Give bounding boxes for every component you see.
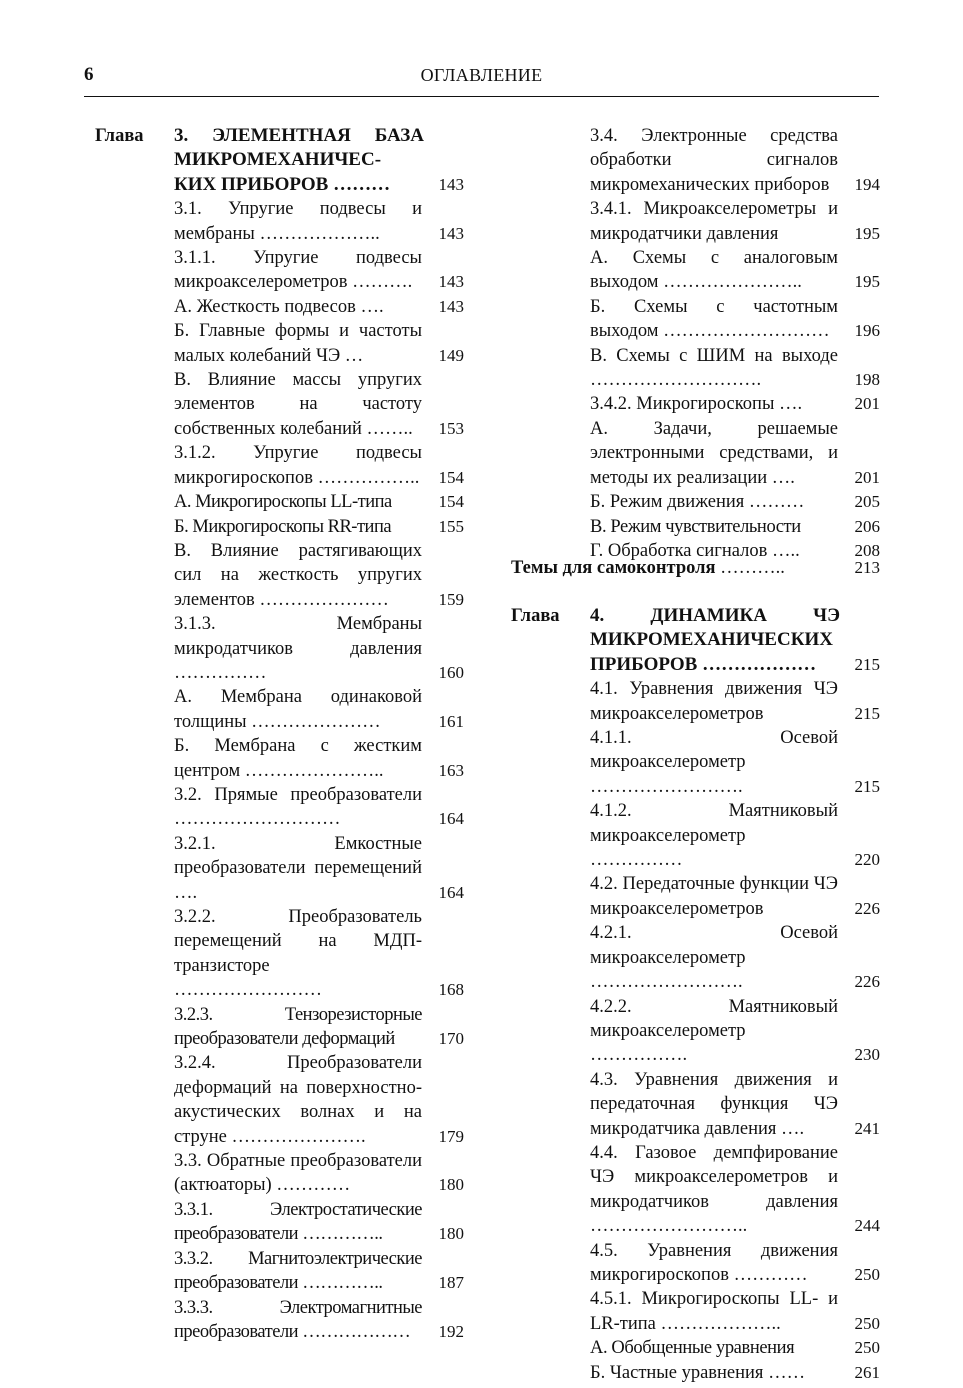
- toc-entry: [174, 319, 464, 368]
- chapter-label-4: Глава: [511, 606, 560, 626]
- toc-entry-text: 4.2.2. Маятниковый микроакселерометр …………….: [590, 996, 838, 1066]
- toc-entry-text: Б. Схемы с частотным выходом ………………………: [590, 296, 838, 342]
- toc-page-number: 250: [854, 1264, 880, 1284]
- toc-entry-text: 4.1. Уравнения движения ЧЭ микроакселерометров: [590, 679, 838, 724]
- toc-entry-text: 3.4. Электронные средства обработки сигналов микромеханических приборов: [590, 126, 838, 195]
- toc-right-column-bottom: [590, 604, 880, 1385]
- toc-entry: [174, 783, 464, 832]
- toc-entry-text: 4.3. Уравнения движения и передаточная функция ЧЭ микродатчика давления ….: [590, 1069, 838, 1139]
- toc-entry: [174, 441, 464, 490]
- toc-entry-text: 3.3.2. Магнитоэлектрические преобразователи …………..: [174, 1248, 422, 1294]
- header-rule: [84, 96, 879, 97]
- toc-entry: [590, 515, 880, 539]
- toc-entry-text: 3.2.4. Преобразователи деформаций на поверхностно-акустических волнах и на струне ………………….: [174, 1053, 422, 1147]
- toc-page-number: 241: [854, 1118, 880, 1138]
- toc-entry: [590, 197, 880, 246]
- toc-page-number: 143: [438, 272, 464, 292]
- toc-entry: [590, 1068, 880, 1141]
- self-control-dots: ………..: [715, 558, 785, 578]
- toc-page-number: 192: [438, 1321, 464, 1341]
- toc-entry-text: Б. Главные формы и частоты малых колебаний ЧЭ …: [174, 321, 422, 366]
- toc-page-number: 164: [438, 809, 464, 829]
- toc-page-number: 215: [854, 776, 880, 796]
- toc-entry: [174, 197, 464, 246]
- toc-page-number: 160: [438, 662, 464, 682]
- toc-page-number: 250: [854, 1313, 880, 1333]
- toc-entry: [590, 921, 880, 994]
- toc-entry-text: 4.5.1. Микрогироскопы LL- и LR-типа ………………..: [590, 1289, 838, 1334]
- toc-entry-chapter-4-title: [590, 604, 840, 653]
- toc-entry-text: 4.4. Газовое демпфирование ЧЭ микроакселерометров и микродатчиков давления ……………………..: [590, 1142, 838, 1237]
- toc-entry: [174, 490, 464, 514]
- toc-entry-text: 4.2. Передаточные функции ЧЭ микроакселерометров: [590, 874, 838, 919]
- toc-entry: [174, 1149, 464, 1198]
- toc-entry: [174, 685, 464, 734]
- toc-right-column-top: [590, 124, 880, 563]
- toc-entry-text: 4.1.1. Осевой микроакселерометр …………………….: [590, 728, 838, 797]
- toc-page-number: 164: [438, 882, 464, 902]
- toc-page-number: 226: [854, 898, 880, 918]
- running-header-title: ОГЛАВЛЕНИЕ: [420, 65, 543, 85]
- toc-entry-text: 4.5. Уравнения движения микрогироскопов …………: [590, 1240, 838, 1285]
- toc-entry-text: Б. Микрогироскопы RR-типа: [174, 516, 392, 537]
- toc-entry-text: ПРИБОРОВ ………………: [590, 653, 817, 675]
- self-control-label: Темы для самоконтроля: [511, 558, 716, 578]
- toc-page-number: 143: [438, 174, 464, 194]
- toc-page-number: 194: [854, 174, 880, 194]
- toc-entry: [590, 417, 880, 490]
- toc-entry-text: 3.4.2. Микрогироскопы ….: [590, 394, 803, 415]
- toc-page-number: 170: [438, 1029, 464, 1049]
- toc-page-number: 195: [854, 223, 880, 243]
- toc-page-number: 205: [854, 492, 880, 512]
- toc-entry-text: 3.1.1. Упругие подвесы микроакселерометров ……….: [174, 248, 422, 293]
- toc-entry-text: 3.1.2. Упругие подвесы микрогироскопов ……………..: [174, 443, 422, 488]
- toc-entry-text: 3. ЭЛЕМЕНТНАЯ БАЗА МИКРОМЕХАНИЧЕС-: [174, 125, 424, 171]
- toc-entry-text: В. Режим чувствительности: [590, 516, 801, 537]
- toc-page-number: 159: [438, 589, 464, 609]
- toc-entry: [174, 905, 464, 1003]
- toc-entry-text: [511, 556, 838, 580]
- toc-entry-text: 3.2.2. Преобразователь перемещений на МДП-транзисторе ……………………: [174, 907, 422, 1001]
- toc-entry: [174, 1051, 464, 1149]
- toc-page-number: 163: [438, 760, 464, 780]
- toc-page-number: 201: [854, 394, 880, 414]
- toc-page-number: 155: [438, 516, 464, 536]
- toc-entry: [174, 1198, 464, 1247]
- toc-entry: [590, 1141, 880, 1239]
- toc-entry: [590, 295, 880, 344]
- toc-page-number: 213: [854, 558, 880, 577]
- toc-entry: [174, 612, 464, 685]
- toc-page-number: 180: [438, 1175, 464, 1195]
- toc-entry-text: А. Жесткость подвесов ….: [174, 296, 384, 317]
- toc-entry: [174, 295, 464, 319]
- toc-page-number: 208: [854, 540, 880, 560]
- toc-page-number: 215: [854, 703, 880, 723]
- toc-entry-text: Б. Режим движения ………: [590, 492, 805, 513]
- toc-entry-text: 3.1.3. Мембраны микродатчиков давления ……………: [174, 614, 422, 683]
- toc-entry: [590, 1239, 880, 1288]
- toc-entry-text: 4. ДИНАМИКА ЧЭ МИКРОМЕХАНИЧЕСКИХ: [590, 605, 840, 651]
- toc-page-number: 230: [854, 1045, 880, 1065]
- toc-entry-text: А. Мембрана одинаковой толщины …………………: [174, 687, 422, 732]
- toc-page-number: 220: [854, 850, 880, 870]
- toc-page-number: 201: [854, 467, 880, 487]
- toc-page-number: 226: [854, 972, 880, 992]
- toc-entry: [590, 677, 880, 726]
- toc-entry: [174, 515, 464, 539]
- toc-entry-text: 4.2.1. Осевой микроакселерометр …………………….: [590, 923, 838, 993]
- toc-page-number: 149: [438, 345, 464, 365]
- toc-entry: [174, 246, 464, 295]
- toc-page-number: 244: [854, 1216, 880, 1236]
- toc-page-number: 153: [438, 418, 464, 438]
- toc-entry: [590, 490, 880, 514]
- toc-entry-text: КИХ ПРИБОРОВ ………: [174, 173, 391, 195]
- toc-entry: [590, 124, 880, 197]
- toc-page-number: 198: [854, 370, 880, 390]
- toc-page-number: 180: [438, 1224, 464, 1244]
- toc-entry-text: А. Задачи, решаемые электронными средствами, и методы их реализации ….: [590, 418, 838, 488]
- toc-page-number: 161: [438, 711, 464, 731]
- toc-entry-text: А. Микрогироскопы LL-типа: [174, 492, 392, 513]
- toc-entry-text: 3.3.1. Электростатические преобразователи …………..: [174, 1199, 422, 1245]
- toc-page-number: 206: [854, 516, 880, 536]
- toc-page-number: 154: [438, 492, 464, 512]
- toc-page-number: 179: [438, 1126, 464, 1146]
- toc-page-number: 261: [854, 1362, 880, 1382]
- toc-entry: [590, 872, 880, 921]
- toc-entry-text: 3.2.1. Емкостные преобразователи перемещений ….: [174, 833, 422, 903]
- toc-entry: [590, 1287, 880, 1336]
- toc-page-number: 250: [854, 1338, 880, 1358]
- toc-entry: [590, 344, 880, 393]
- toc-entry-text: Г. Обработка сигналов …..: [590, 540, 800, 561]
- toc-entry-text: 3.1. Упругие подвесы и мембраны ………………..: [174, 199, 422, 244]
- toc-entry-text: 3.3.3. Электромагнитные преобразователи ………………: [174, 1297, 422, 1342]
- toc-entry-text: В. Влияние массы упругих элементов на частоту собственных колебаний ……..: [174, 370, 422, 439]
- toc-page-number: 196: [854, 321, 880, 341]
- toc-entry-text: Б. Мембрана с жестким центром …………………..: [174, 736, 422, 781]
- toc-entry-text: Б. Частные уравнения ……: [590, 1362, 806, 1383]
- toc-entry: [174, 173, 464, 197]
- toc-page-number: 168: [438, 980, 464, 1000]
- toc-entry: [590, 653, 880, 677]
- toc-entry-text: В. Схемы с ШИМ на выходе ……………………….: [590, 345, 838, 391]
- toc-entry-text: 3.3. Обратные преобразователи (актюаторы) …………: [174, 1151, 422, 1196]
- toc-entry: [590, 995, 880, 1068]
- toc-entry: [590, 392, 880, 416]
- toc-entry-text: 4.1.2. Маятниковый микроакселерометр ……………: [590, 801, 838, 871]
- toc-entry-text: В. Влияние растягивающих сил на жесткость упругих элементов …………………: [174, 540, 422, 610]
- toc-page-number: 154: [438, 467, 464, 487]
- toc-entry: [590, 726, 880, 799]
- toc-entry: [174, 1247, 464, 1296]
- page-number: 6: [84, 64, 94, 85]
- toc-entry-self-control: [511, 556, 880, 580]
- toc-entry-text: 3.2. Прямые преобразователи ………………………: [174, 784, 422, 830]
- toc-entry: [174, 1003, 464, 1052]
- toc-entry-text: 3.4.1. Микроакселерометры и микродатчики давления: [590, 199, 838, 244]
- toc-entry: [590, 246, 880, 295]
- toc-entry: [590, 1361, 880, 1385]
- toc-page-number: 195: [854, 272, 880, 292]
- toc-entry-text: А. Обобщенные уравнения: [590, 1338, 795, 1359]
- toc-left-column: [174, 124, 464, 1344]
- toc-page-number: 187: [438, 1273, 464, 1293]
- toc-entry: [174, 539, 464, 612]
- toc-page-number: 143: [438, 296, 464, 316]
- toc-entry: [590, 799, 880, 872]
- toc-entry: [174, 734, 464, 783]
- toc-entry: [174, 832, 464, 905]
- toc-entry-text: 3.2.3. Тензорезисторные преобразователи деформаций: [174, 1004, 422, 1050]
- chapter-label-3: Глава: [95, 126, 144, 146]
- toc-entry: [174, 1296, 464, 1345]
- toc-entry-chapter-3-title: [174, 124, 424, 173]
- toc-entry-text: А. Схемы с аналоговым выходом …………………..: [590, 248, 838, 293]
- toc-entry: [590, 1336, 880, 1360]
- toc-page-number: 143: [438, 223, 464, 243]
- toc-page-number: 215: [854, 654, 880, 674]
- toc-entry: [174, 368, 464, 441]
